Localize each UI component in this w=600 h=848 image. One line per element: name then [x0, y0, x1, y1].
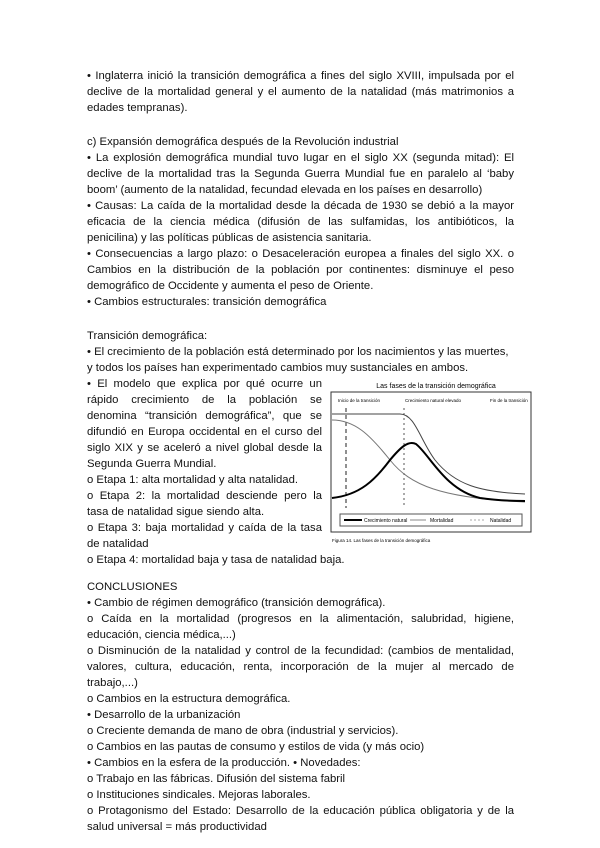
transicion-item: • El modelo que explica por qué ocurre un rápido crecimiento de la población se denomina “transición demográfica”, que se difundió en Europa occidental en el curso del siglo XIX y se aceleró a nivel global desde la Segunda Guerra Mundial. — [87, 378, 322, 470]
conclusion-item: o Disminución de la natalidad y control de la fecundidad: (cambios de mentalidad, valores, cultura, educación, renta, incorporación de la mujer al mercado de trabajo,...) — [87, 645, 514, 689]
phase-label: Crecimiento natural elevado — [405, 398, 462, 403]
transition-figure — [330, 380, 542, 548]
legend-item: Mortalidad — [430, 518, 454, 524]
section-c-item: • La explosión demográfica mundial tuvo lugar en el siglo XX (segunda mitad): El declive de la mortalidad tras la Segunda Guerra Mundial fue en paralelo al ‘baby boom’ (aumento de la natalidad, fecundad elevada en los países en desarrollo) — [87, 152, 514, 196]
stage-item: o Etapa 1: alta mortalidad y alta natalidad. — [87, 474, 299, 486]
conclusion-item: o Caída en la mortalidad (progresos en la alimentación, salubridad, higiene, educación, ciencia médica,...) — [87, 613, 514, 641]
section-c-title: c) Expansión demográfica después de la Revolución industrial — [87, 136, 399, 148]
natality-curve — [332, 414, 525, 494]
conclusion-item: • Cambios en la esfera de la producción. • Novedades: — [87, 757, 361, 769]
phase-label: Inicio de la transición — [338, 398, 381, 403]
stage-item: o Etapa 2: la mortalidad desciende pero la tasa de natalidad sigue siendo alta. — [87, 490, 322, 518]
conclusion-item: o Protagonismo del Estado: Desarrollo de la educación pública obligatoria y de la salud universal = más productividad — [87, 805, 514, 833]
conclusion-item: o Instituciones sindicales. Mejoras laborales. — [87, 789, 311, 801]
legend-item: Natalidad — [490, 518, 512, 524]
natural-growth-curve — [332, 443, 525, 501]
stage-item: o Etapa 4: mortalidad baja y tasa de natalidad baja. — [87, 554, 345, 566]
section-c-item: • Cambios estructurales: transición demográfica — [87, 296, 327, 308]
conclusion-item: o Cambios en las pautas de consumo y estilos de vida (y más ocio) — [87, 741, 425, 753]
conclusion-item: • Cambio de régimen demográfico (transición demográfica). — [87, 597, 386, 609]
transicion-title: Transición demográfica: — [87, 330, 208, 342]
conclusiones-title: CONCLUSIONES — [87, 581, 178, 593]
conclusion-item: • Desarrollo de la urbanización — [87, 709, 241, 721]
phase-label: Fin de la transición — [490, 398, 528, 403]
conclusion-item: o Trabajo en las fábricas. Difusión del sistema fabril — [87, 773, 346, 785]
section-c-item: • Consecuencias a largo plazo: o Desaceleración europea a finales del siglo XX. o Cambios en la distribución de la población por continentes: disminuye el peso demográfico de Occidente y aumenta el peso de Oriente. — [87, 248, 514, 292]
document-page — [87, 68, 528, 835]
section-c-item: • Causas: La caída de la mortalidad desde la década de 1930 se debió a la mayor eficacia de la ciencia médica (difusión de las sulfamidas, los antibióticos, la penicilina) y las políticas públicas de asistencia sanitaria. — [87, 200, 514, 244]
conclusion-item: o Cambios en la estructura demográfica. — [87, 693, 291, 705]
conclusion-item: o Creciente demanda de mano de obra (industrial y servicios). — [87, 725, 399, 737]
figure-title: Las fases de la transición demográfica — [376, 383, 496, 390]
transicion-item: • El crecimiento de la población está determinado por los nacimientos y las muertes, y todos los países han experimentado cambios muy sustanciales en ambos. — [87, 346, 509, 374]
stage-item: o Etapa 3: baja mortalidad y caída de la tasa de natalidad — [87, 522, 322, 550]
figure-caption: Figura 14. Las fases de la transición demográfica — [332, 538, 431, 543]
intro-paragraph: • Inglaterra inició la transición demográfica a fines del siglo XVIII, impulsada por el declive de la mortalidad general y el aumento de la natalidad (más matrimonios a edades tempranas). — [87, 70, 514, 114]
legend-item: Crecimiento natural — [364, 518, 408, 524]
